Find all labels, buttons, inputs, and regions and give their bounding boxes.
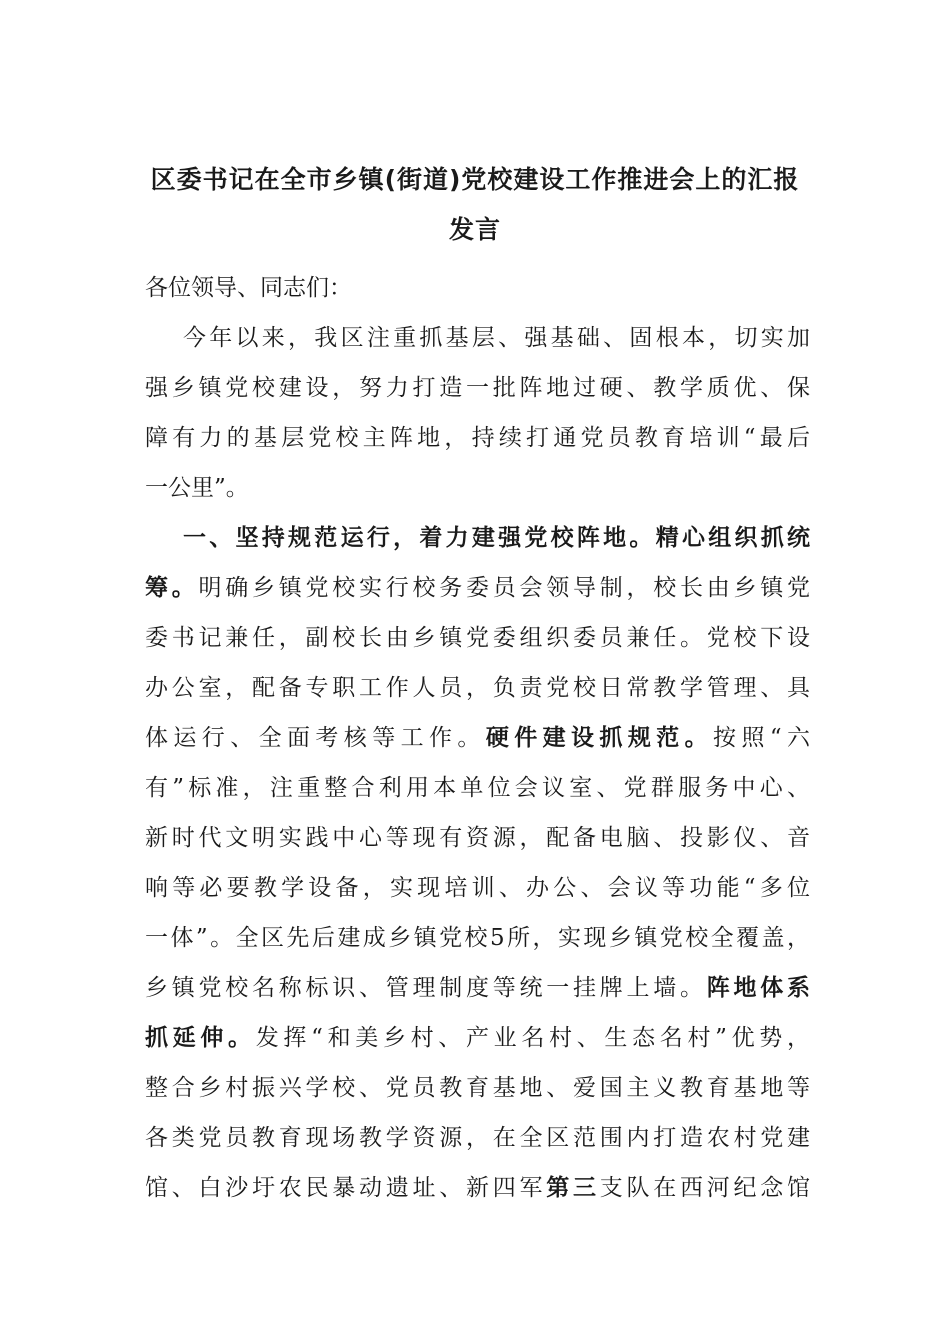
section1-line [145, 970, 810, 1006]
emphasis-text: 第三 [546, 1175, 600, 1201]
section1-line [145, 570, 810, 606]
body-text: 发挥“和美乡村、产业名村、生态名村”优势， [255, 1025, 810, 1051]
section1-line: 整合乡村振兴学校、党员教育基地、爱国主义教育基地等 [145, 1075, 810, 1101]
body-text: 明确乡镇党校实行校务委员会领导制，校长由乡镇党 [198, 575, 810, 601]
section1-line: 办公室，配备专职工作人员，负责党校日常教学管理、具 [145, 675, 810, 701]
body-text: 支队在西河纪念馆 [599, 1175, 810, 1201]
section1-line: 委书记兼任，副校长由乡镇党委组织委员兼任。党校下设 [145, 625, 810, 651]
section1-line: 一体”。全区先后建成乡镇党校5所，实现乡镇党校全覆盖， [145, 925, 810, 951]
section1-heading: 一、坚持规范运行，着力建强党校阵地。精心组织抓统 [183, 525, 810, 551]
body-text: 按照“六 [713, 725, 811, 751]
intro-line: 一公里”。 [145, 475, 249, 501]
section1-line: 响等必要教学设备，实现培训、办公、会议等功能“多位 [145, 875, 810, 901]
intro-line: 今年以来，我区注重抓基层、强基础、固根本，切实加 [183, 325, 810, 351]
body-text: 乡镇党校名称标识、管理制度等统一挂牌上墙。 [145, 975, 707, 1001]
document-title-line1: 区委书记在全市乡镇(街道)党校建设工作推进会上的汇报 [150, 165, 800, 194]
section1-line: 各类党员教育现场教学资源，在全区范围内打造农村党建 [145, 1125, 810, 1151]
subheading-text: 抓延伸。 [145, 1025, 256, 1051]
intro-line: 障有力的基层党校主阵地，持续打通党员教育培训“最后 [145, 425, 810, 451]
body-text: 体运行、全面考核等工作。 [145, 725, 486, 751]
subheading-text: 硬件建设抓规范。 [485, 725, 714, 751]
section1-line: 有”标准，注重整合利用本单位会议室、党群服务中心、 [145, 775, 810, 801]
section1-line [145, 720, 810, 756]
section1-line [145, 1020, 810, 1056]
body-text: 馆、白沙圩农民暴动遗址、新四军 [145, 1175, 547, 1201]
section1-line [145, 1170, 810, 1206]
subheading-text: 阵地体系 [706, 975, 810, 1001]
document-title-line2: 发言 [448, 215, 501, 244]
section1-line: 新时代文明实践中心等现有资源，配备电脑、投影仪、音 [145, 825, 810, 851]
intro-line: 强乡镇党校建设，努力打造一批阵地过硬、教学质优、保 [145, 375, 810, 401]
salutation: 各位领导、同志们： [145, 275, 352, 301]
subheading-text: 筹。 [145, 575, 199, 601]
